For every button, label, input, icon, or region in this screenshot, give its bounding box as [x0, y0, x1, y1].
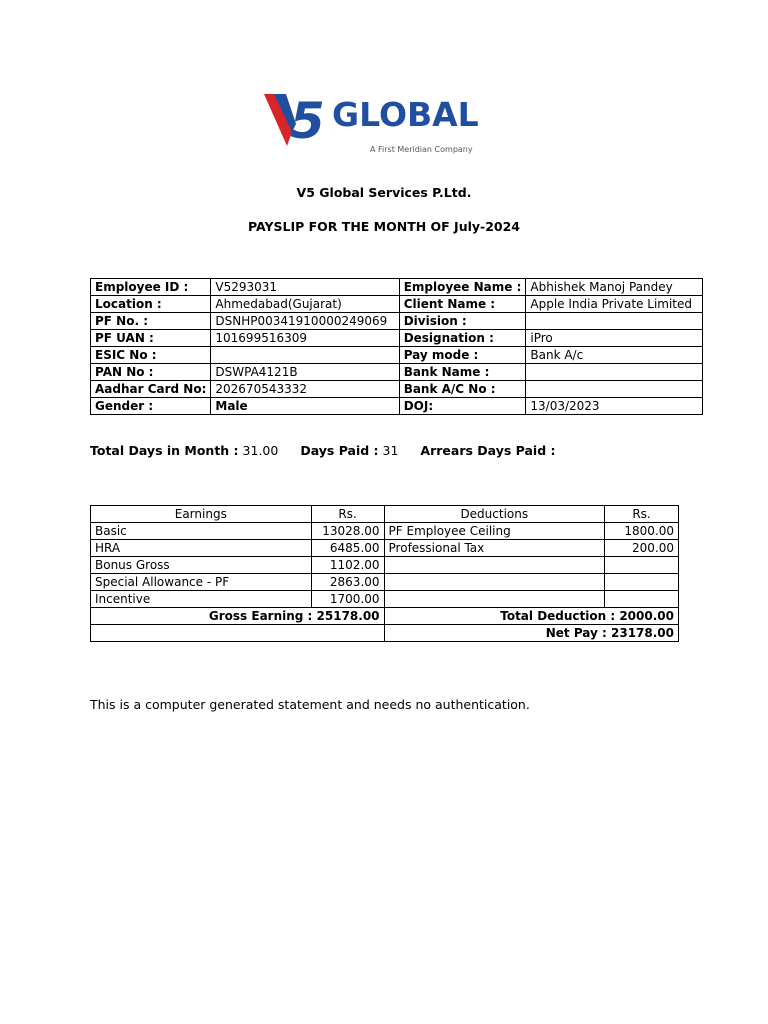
info-value: DSWPA4121B — [211, 364, 399, 381]
info-value: DSNHP00341910000249069 — [211, 313, 399, 330]
svg-text:5: 5 — [290, 92, 325, 150]
earning-name: HRA — [91, 540, 312, 557]
pay-header-row — [91, 506, 679, 523]
total-days-value: 31.00 — [242, 443, 279, 458]
total-days-label: Total Days in Month : — [90, 443, 239, 458]
pay-row — [91, 540, 679, 557]
info-label: Bank Name : — [399, 364, 526, 381]
info-value: 101699516309 — [211, 330, 399, 347]
info-value: 202670543332 — [211, 381, 399, 398]
svg-text:GLOBAL: GLOBAL — [332, 95, 479, 134]
deduction-name: Professional Tax — [384, 540, 605, 557]
employee-info-table — [90, 278, 703, 415]
earning-name: Special Allowance - PF — [91, 574, 312, 591]
info-label: Pay mode : — [399, 347, 526, 364]
info-value: Bank A/c — [526, 347, 703, 364]
info-value — [526, 364, 703, 381]
pay-row — [91, 591, 679, 608]
info-value — [526, 313, 703, 330]
totals-row — [91, 608, 679, 625]
info-label: ESIC No : — [91, 347, 211, 364]
info-row — [91, 347, 703, 364]
info-value: Abhishek Manoj Pandey — [526, 279, 703, 296]
deduction-name — [384, 557, 605, 574]
deduction-amount: 1800.00 — [605, 523, 679, 540]
earning-name: Bonus Gross — [91, 557, 312, 574]
earning-amount: 2863.00 — [311, 574, 384, 591]
pay-row — [91, 574, 679, 591]
company-name: V5 Global Services P.Ltd. — [296, 185, 472, 200]
deduction-name: PF Employee Ceiling — [384, 523, 605, 540]
net-pay: Net Pay : 23178.00 — [384, 625, 678, 642]
payslip-title: PAYSLIP FOR THE MONTH OF July-2024 — [247, 219, 521, 234]
info-label: Gender : — [91, 398, 211, 415]
deduction-name — [384, 591, 605, 608]
pay-row — [91, 557, 679, 574]
info-row — [91, 330, 703, 347]
info-label: Employee ID : — [91, 279, 211, 296]
info-label: Division : — [399, 313, 526, 330]
deduction-amount — [605, 591, 679, 608]
earnings-rs-header: Rs. — [311, 506, 384, 523]
info-value: 13/03/2023 — [526, 398, 703, 415]
logo-tagline: A First Meridian Company — [370, 145, 473, 154]
info-value: V5293031 — [211, 279, 399, 296]
arrears-days-label: Arrears Days Paid : — [420, 443, 556, 458]
net-pay-row — [91, 625, 679, 642]
info-row — [91, 398, 703, 415]
info-label: DOJ: — [399, 398, 526, 415]
info-value: Ahmedabad(Gujarat) — [211, 296, 399, 313]
info-value: Male — [211, 398, 399, 415]
info-label: PF UAN : — [91, 330, 211, 347]
info-label: Aadhar Card No: — [91, 381, 211, 398]
earning-name: Basic — [91, 523, 312, 540]
earnings-header: Earnings — [91, 506, 312, 523]
days-paid-value: 31 — [382, 443, 399, 458]
earning-name: Incentive — [91, 591, 312, 608]
info-value — [526, 381, 703, 398]
earning-amount: 13028.00 — [311, 523, 384, 540]
earning-amount: 1700.00 — [311, 591, 384, 608]
info-value: iPro — [526, 330, 703, 347]
days-paid-label: Days Paid : — [300, 443, 379, 458]
footer-note: This is a computer generated statement and needs no authentication. — [90, 697, 530, 712]
deduction-name — [384, 574, 605, 591]
info-label: Designation : — [399, 330, 526, 347]
info-value — [211, 347, 399, 364]
info-row — [91, 364, 703, 381]
earning-amount: 6485.00 — [311, 540, 384, 557]
company-logo — [262, 88, 492, 160]
info-row — [91, 381, 703, 398]
info-row — [91, 279, 703, 296]
info-label: Location : — [91, 296, 211, 313]
gross-earning: Gross Earning : 25178.00 — [91, 608, 385, 625]
net-pay-blank — [91, 625, 385, 642]
total-deduction: Total Deduction : 2000.00 — [384, 608, 678, 625]
earnings-deductions-table — [90, 505, 679, 642]
deduction-amount — [605, 557, 679, 574]
info-label: Bank A/C No : — [399, 381, 526, 398]
deduction-amount: 200.00 — [605, 540, 679, 557]
info-row — [91, 313, 703, 330]
info-label: Employee Name : — [399, 279, 526, 296]
info-row — [91, 296, 703, 313]
days-summary — [90, 443, 556, 458]
info-label: Client Name : — [399, 296, 526, 313]
info-value: Apple India Private Limited — [526, 296, 703, 313]
info-label: PAN No : — [91, 364, 211, 381]
deduction-amount — [605, 574, 679, 591]
pay-row — [91, 523, 679, 540]
deductions-rs-header: Rs. — [605, 506, 679, 523]
deductions-header: Deductions — [384, 506, 605, 523]
info-label: PF No. : — [91, 313, 211, 330]
earning-amount: 1102.00 — [311, 557, 384, 574]
